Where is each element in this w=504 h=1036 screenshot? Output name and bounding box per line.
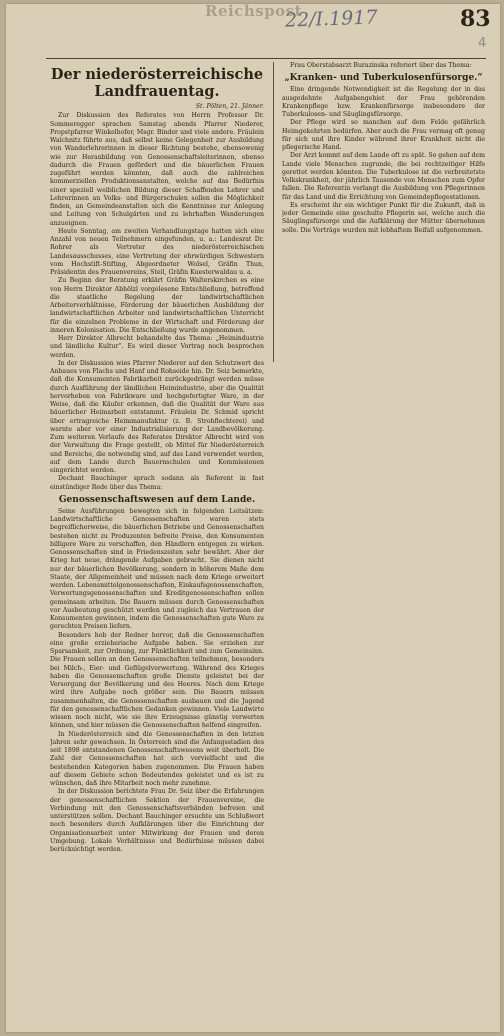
paragraph: Seine Ausführungen bewegten sich in folgenden Leitsätzen: Landwirtschaftliche Genossenschaften waren stets begreiflicherweise, die bäuerlichen Betriebe und Genossenschaften bestehen nicht zu Produzenten befreite Preise, den Konsumenten billigere Ware zu verschaffen, den Händlern entgegen zu wirken. Genossenschaften sind in Friedenszeiten sehr bewährt. Aber der Krieg hat neue, drängende Aufgaben gebracht. Sie dienen nicht nur der bäuerlichen Bevölkerung, sondern in höherem Maße dem Staate, der Allgemeinheit und müssen nach dem Kriege erweitert werden. Lebensmittelgenossenschaften, Einkaufsgenossenschaften, Verwertungsgenossenschaften und Kreditgenossenschaften sollen gemeinsam arbeiten. Die Bauern müssen durch Genossenschaften vor Ausbeutung geschützt werden und zugleich das Vertrauen der Konsumenten gewinnen, indem die Genossenschaften gute Ware zu gerechten Preisen liefern. [50,507,264,631]
paragraph: Herr Direktor Albrecht behandelte das Thema: „Heimindustrie und ländliche Kultur“. Es wird dieser Vortrag noch besprochen werden. [50,335,264,359]
left-paragraphs-2 [50,508,264,855]
paragraph: Es erscheint ihr ein wichtiger Punkt für die Zukunft, daß in jeder Gemeinde eine geschulte Pflegerin sei, welche auch die Säuglingsfürsorge und die Aufklärung der Mütter übernehmen solle. Die Vorträge wurden mit lebhaftem Beifall aufgenommen. [282,201,485,234]
left-column [50,62,264,1030]
paragraph: In der Diskussion berichtete Frau Dr. Seiz über die Erfahrungen der genossenschaftlichen Sektion der Frauenvereine, die Verbindung mit den Genossenschaftsverbänden befreien und unterstützen sollen. Dechant Bauchinger ersuchte um Schlußwort noch besonders durch Aufklärungen über die Einrichtung der Organisationsarbeit unter Mitwirkung der Frauen und deren Umgebung. Lokale Verhältnisse und Bedürfnisse müssen dabei berücksichtigt werden. [50,788,264,853]
archive-mark: 4 [478,36,487,51]
left-paragraphs [50,112,264,492]
masthead [0,0,504,56]
paragraph: Der Pflege wird so manchen auf dem Felde gefährlich Heimgekehrten bedürfen. Aber auch die Frau vermag oft genug für sich und ihre Kinder während ihrer Krankheit nicht die pflegerische Hand. [282,119,485,151]
paragraph: Eine dringende Notwendigkeit ist die Regelung der in das ausgedehnte Aufgabengebiet der Frau gehörenden Krankenpflege bzw. Krankenfürsorge insbesondere der Tuberkulosen- und Säuglingsfürsorge. [282,86,485,118]
section-subhead: Genossenschaftswesen auf dem Lande. [58,494,256,505]
top-rule [46,58,486,59]
right-subhead: „Kranken- und Tuberkulosenfürsorge.“ [284,73,483,84]
paragraph: Zur Diskussion des Referates von Herrn Professor Dr. Sommeregger sprachen Samstag abends Pfarrer Niederer, Propstpfarrer Winkelhofer, Msgr. Binder und viele andere. Fräulein Walchnitz führte aus, daß selbst keine Gelegenheit zur Ausbildung von Wanderlehrerinnen in dieser Richtung bestehe, ebensowenig wie zur Heranbildung von Genossenschaftsleiterinnen, ebenso dadurch die Frauen gefördert und die bäuerlichen Frauen zugeführt werden könnten, daß auch die zahlreichen kommerziellen Produktionsanstalten, welche auf das Bedürfnis einer speziell weiblichen Bildung dieser Schaffenden Lehrer und Lehrerinnen an Volks- und Bürgerschulen sollen die Möglichkeit finden, an Gemeindeanstalten sich die Kenntnisse zur Anlegung und Leitung von Schulgärten und zu lehrhaften Wanderungen anzueignen. [50,112,264,227]
paragraph: In Niederösterreich sind die Genossenschaften in den letzten Jahren sehr gewachsen. In Österreich sind die Anfangsstadien des seit 1898 entstandenen Genossenschaftswesens weit überholt. Die Zahl der Genossenschaften hat sich vervielfacht und die bestehenden Kategorien haben zugenommen. Die Frauen haben auf diesem Gebiete schon Bedeutendes geleistet und es ist zu wünschen, daß ihre Mitarbeit noch mehr zunehme. [50,730,264,787]
article-headline: Der niederösterreichische Landfrauentag. [50,66,264,100]
paragraph: Dechant Bauchinger sprach sodann als Referent in fast einstündiger Rede über das Thema: [50,475,264,491]
right-column [282,62,485,362]
paragraph: Heute Sonntag, am zweiten Verhandlungstage hatten sich eine Anzahl von neuen Teilnehmern eingefunden, u. a.: Landesrat Dr. Rohrer als Vertreter des niederösterreichischen Landesausschusses, eine Vertretung der ehrwürdigen Schwestern vom Hochstift-Stifting, Abgeordneter Wolsel, Gräfin Thun, Präsidentin des Frauenvereins, Steil, Gräfin Kuesterwaldau u. a. [50,227,264,276]
paragraph: Besonders hob der Redner hervor, daß die Genossenschaften eine große erzieherische Aufgabe haben. Sie erziehen zur Sparsamkeit, zur Ordnung, zur Pünktlichkeit und zum Gemeinsinn. Die Frauen sollen an den Genossenschaften teilnehmen, besonders bei Milch-, Eier- und Geflügelverwertung. Während des Krieges haben die Genossenschaften große Dienste geleistet bei der Versorgung der Bevölkerung und des Heeres. Nach dem Kriege wird ihre Aufgabe noch größer sein. Die Bauern müssen zusammenhalten, die Genossenschaften ausbauen und die Jugend für den genossenschaftlichen Gedanken gewinnen. Viele Landwirte wissen noch nicht, wie sie ihre Erzeugnisse günstig verwerten können, und hier müssen die Genossenschaften helfend eingreifen. [50,631,264,730]
paragraph: Der Arzt kommt auf dem Lande oft zu spät. So gehen auf dem Lande viele Menschen zugrunde, die bei rechtzeitiger Hilfe gerettet werden könnten. Die Tuberkulose ist die verbreitetste Volkskrankheit, der jährlich Tausende von Menschen zum Opfer fallen. Die Referentin verlangt die Ausbildung von Pflegerinnen für das Land und die Errichtung von Gemeindepflegestationen. [282,152,485,201]
publication-name: Reichspost [205,2,303,20]
handwritten-date: 22/I.1917 [284,6,378,32]
page-number: 83 [460,6,491,32]
right-intro: Frau Oberstabsarzt Burazinska referiert über das Thema: [290,62,472,69]
paragraph: In der Diskussion wies Pfarrer Niederer auf den Schutzwert des Anbaues von Flachs und Hanf und Rohseide hin. Dr. Seiz bemerkte, daß die Konsumenten Fabrikarbeit zurückgedrängt werden müsse durch Ausführung der ländlichen Heimindustrie, aber die Qualität hervorheben von Fabrikware und hochgefertigter Ware, in der Weise, daß die Käufer erkennen, daß die Qualität der Ware aus bäuerlicher Heimarbeit entstammt. Fräulein Dr. Schmid spricht über ertragreiche Heimmanufaktur (z. B. Strohflechterei) und warnte aber vor einer Industrialisierung der Landbevölkerung. Zum weiteren Verlaufe des Referates Direktor Albrecht wird von der Verwaltung die Frage gestellt, ob Mittel für Niederösterreich und Bereiche, die notwendig sind, auf das Land verwendet werden, auf dem Lande durch Bauernschulen und Kommissionen eingerichtet werden. [50,359,264,474]
right-paragraphs [282,86,485,235]
article-dateline: St. Pölten, 21. Jänner. [195,103,264,110]
paragraph: Zu Beginn der Beratung erklärt Gräfin Walterskirchen es eine von Herrn Direktor Abhölzl vorgelesene Entschließung, betreffend die staatliche Regelung der landwirtschaftlichen Arbeiterverhältnisse, Förderung der bäuerlichen Ausbildung der landwirtschaftlichen Arbeiter und landwirtschaftlichen Unterricht für die einzelnen Probleme in der Wirtschaft und Förderung der inneren Kolonisation. Die Entschließung wurde angenommen. [50,277,264,334]
column-rule [273,62,274,362]
